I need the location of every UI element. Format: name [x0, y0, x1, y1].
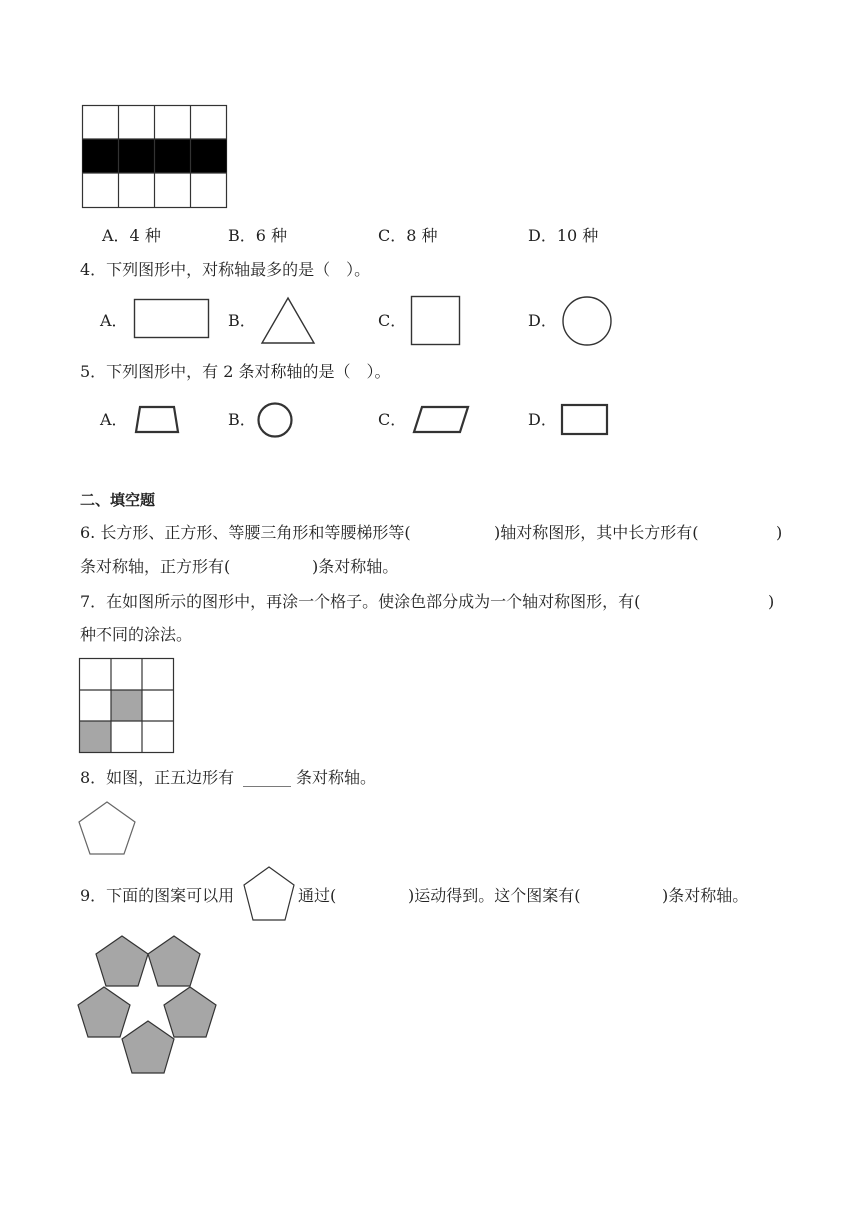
q3-option-c: C．8 种 [378, 226, 438, 245]
q5-label-d: D． [528, 410, 557, 429]
q9-text-part4: )条对称轴。 [662, 886, 749, 905]
q4-label-c: C． [378, 311, 407, 330]
q6-line2-part2: )条对称轴。 [312, 557, 399, 576]
q5-rectangle-shape [561, 404, 609, 436]
q9-text-part1: 9．下面的图案可以用 [80, 886, 235, 905]
pattern-pentagon-top-right [148, 936, 200, 986]
q5-label-a: A． [100, 410, 128, 429]
q5-circle-shape [257, 402, 295, 438]
q6-line1-part1: 6. 长方形、正方形、等腰三角形和等腰梯形等( [80, 523, 411, 542]
q5-label-c: C． [378, 410, 407, 429]
q5-question: 5．下列图形中，有 2 条对称轴的是（ ）。 [80, 362, 391, 381]
q4-question: 4．下列图形中，对称轴最多的是（ ）。 [80, 260, 371, 279]
q4-circle-shape [562, 296, 612, 346]
q3-option-a: A．4 种 [102, 226, 161, 245]
q6-line1-part3: ) [776, 523, 783, 542]
q4-triangle-shape [260, 297, 316, 345]
q4-label-b: B． [228, 311, 256, 330]
q9-text-part3: )运动得到。这个图案有( [408, 886, 581, 905]
q8-text-part1: 8．如图，正五边形有 [80, 768, 235, 787]
q4-rectangle-shape [134, 299, 210, 339]
q4-label-d: D． [528, 311, 557, 330]
q8-blank: ______ [243, 768, 291, 787]
q8-pentagon-shape [76, 800, 138, 856]
q5-trapezoid-shape [134, 406, 180, 434]
pattern-pentagon-top-left [96, 936, 148, 986]
pattern-pentagon-mid-left [78, 987, 130, 1037]
q9-text-part2: 通过( [298, 886, 337, 905]
pattern-pentagon-mid-right [164, 987, 216, 1037]
q7-line1-part1: 7．在如图所示的图形中，再涂一个格子。使涂色部分成为一个轴对称图形，有( [80, 592, 641, 611]
q6-line2-part1: 条对称轴，正方形有( [80, 557, 231, 576]
q3-grid-figure [82, 105, 228, 209]
section-title: 二、填空题 [80, 491, 156, 509]
q9-inline-pentagon-icon [242, 866, 296, 922]
q5-parallelogram-shape [412, 406, 470, 434]
q3-option-b: B．6 种 [228, 226, 288, 245]
q4-square-shape [411, 296, 461, 346]
pattern-pentagon-bottom [122, 1021, 174, 1073]
q4-label-a: A． [100, 311, 128, 330]
q7-line1-part2: ) [768, 592, 775, 611]
q7-grid-figure [79, 658, 175, 754]
q6-line1-part2: )轴对称图形，其中长方形有( [494, 523, 699, 542]
q3-option-d: D．10 种 [528, 226, 599, 245]
q5-label-b: B． [228, 410, 256, 429]
q9-pentagon-ring-figure [76, 934, 220, 1076]
q8-text-part2: 条对称轴。 [296, 768, 377, 787]
q7-line2: 种不同的涂法。 [80, 625, 193, 644]
